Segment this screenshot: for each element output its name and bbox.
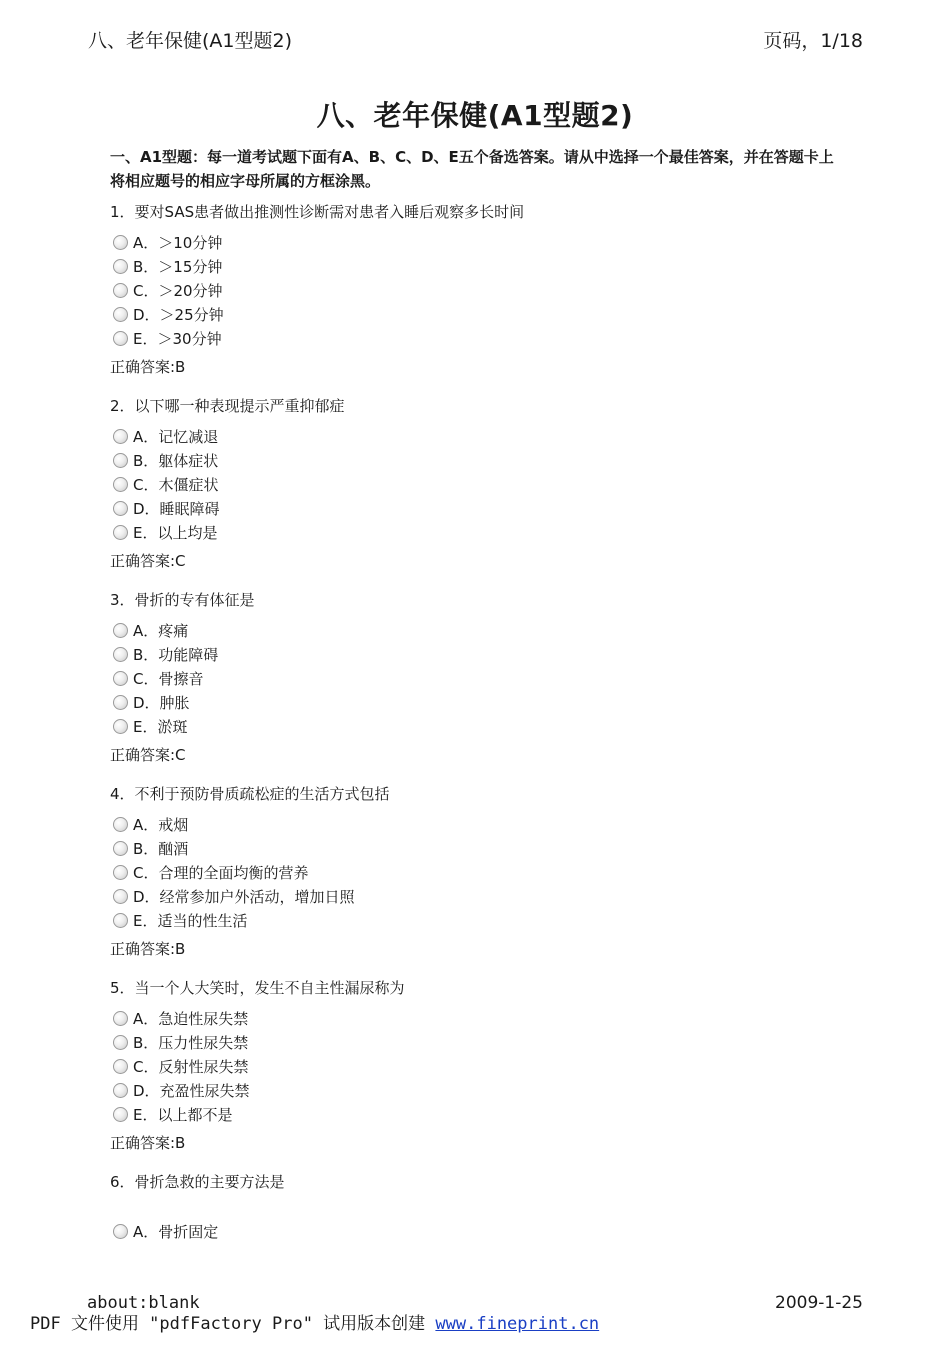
option-label: E．淤斑 xyxy=(133,717,188,736)
question-text: 4．不利于预防骨质疏松症的生活方式包括 xyxy=(110,785,390,803)
correct-answer: 正确答案:B xyxy=(110,1134,186,1152)
option-label: A．疼痛 xyxy=(133,621,189,640)
radio-icon[interactable] xyxy=(113,889,128,904)
option-d[interactable] xyxy=(113,302,850,326)
correct-answer: 正确答案:C xyxy=(110,552,186,570)
option-a[interactable] xyxy=(113,1219,850,1243)
question-4 xyxy=(110,782,850,961)
radio-icon[interactable] xyxy=(113,1224,128,1239)
option-label: B．压力性尿失禁 xyxy=(133,1033,249,1052)
option-e[interactable] xyxy=(113,908,850,932)
option-d[interactable] xyxy=(113,884,850,908)
option-e[interactable] xyxy=(113,326,850,350)
radio-icon[interactable] xyxy=(113,525,128,540)
instructions: 一、A1型题：每一道考试题下面有A、B、C、D、E五个备选答案。请从中选择一个最佳答案，并在答题卡上将相应题号的相应字母所属的方框涂黑。 xyxy=(110,148,834,190)
option-b[interactable] xyxy=(113,254,850,278)
option-label: B．酗酒 xyxy=(133,839,189,858)
option-label: C．木僵症状 xyxy=(133,475,219,494)
question-text: 3．骨折的专有体征是 xyxy=(110,591,255,609)
option-a[interactable] xyxy=(113,618,850,642)
option-label: D．睡眠障碍 xyxy=(133,499,220,518)
option-c[interactable] xyxy=(113,860,850,884)
option-a[interactable] xyxy=(113,424,850,448)
option-label: C．＞20分钟 xyxy=(133,281,223,300)
footer-date: 2009-1-25 xyxy=(775,1293,863,1313)
radio-icon[interactable] xyxy=(113,1059,128,1074)
option-c[interactable] xyxy=(113,278,850,302)
correct-answer: 正确答案:C xyxy=(110,746,186,764)
radio-icon[interactable] xyxy=(113,647,128,662)
option-b[interactable] xyxy=(113,836,850,860)
radio-icon[interactable] xyxy=(113,501,128,516)
radio-icon[interactable] xyxy=(113,1035,128,1050)
option-d[interactable] xyxy=(113,690,850,714)
running-header-title: 八、老年保健(A1型题2) xyxy=(88,30,292,52)
page-number: 页码，1/18 xyxy=(763,30,863,52)
option-label: B．功能障碍 xyxy=(133,645,219,664)
option-label: D．充盈性尿失禁 xyxy=(133,1081,250,1100)
option-label: B．躯体症状 xyxy=(133,451,219,470)
radio-icon[interactable] xyxy=(113,259,128,274)
page-title: 八、老年保健(A1型题2) xyxy=(316,99,634,132)
option-b[interactable] xyxy=(113,642,850,666)
radio-icon[interactable] xyxy=(113,671,128,686)
radio-icon[interactable] xyxy=(113,429,128,444)
option-label: A．戒烟 xyxy=(133,815,189,834)
option-label: E．适当的性生活 xyxy=(133,911,248,930)
radio-icon[interactable] xyxy=(113,913,128,928)
option-c[interactable] xyxy=(113,472,850,496)
question-text: 1．要对SAS患者做出推测性诊断需对患者入睡后观察多长时间 xyxy=(110,203,525,221)
radio-icon[interactable] xyxy=(113,477,128,492)
question-2 xyxy=(110,394,850,573)
option-label: A．＞10分钟 xyxy=(133,233,223,252)
radio-icon[interactable] xyxy=(113,235,128,250)
question-6 xyxy=(110,1170,850,1243)
option-e[interactable] xyxy=(113,1102,850,1126)
question-1 xyxy=(110,200,850,379)
radio-icon[interactable] xyxy=(113,1083,128,1098)
option-d[interactable] xyxy=(113,496,850,520)
radio-icon[interactable] xyxy=(113,283,128,298)
radio-icon[interactable] xyxy=(113,865,128,880)
option-a[interactable] xyxy=(113,812,850,836)
option-label: E．＞30分钟 xyxy=(133,329,222,348)
option-label: D．经常参加户外活动，增加日照 xyxy=(133,887,355,906)
radio-icon[interactable] xyxy=(113,453,128,468)
footer-url: about:blank xyxy=(87,1293,200,1313)
question-text: 6．骨折急救的主要方法是 xyxy=(110,1173,285,1191)
option-label: D．肿胀 xyxy=(133,693,190,712)
option-c[interactable] xyxy=(113,666,850,690)
option-label: C．骨擦音 xyxy=(133,669,204,688)
question-text: 5．当一个人大笑时，发生不自主性漏尿称为 xyxy=(110,979,405,997)
option-label: E．以上均是 xyxy=(133,523,218,542)
option-label: D．＞25分钟 xyxy=(133,305,224,324)
radio-icon[interactable] xyxy=(113,695,128,710)
radio-icon[interactable] xyxy=(113,331,128,346)
option-a[interactable] xyxy=(113,1006,850,1030)
question-text: 2．以下哪一种表现提示严重抑郁症 xyxy=(110,397,345,415)
option-label: A．骨折固定 xyxy=(133,1222,219,1241)
option-c[interactable] xyxy=(113,1054,850,1078)
question-3 xyxy=(110,588,850,767)
option-b[interactable] xyxy=(113,448,850,472)
pdf-watermark xyxy=(30,1309,599,1334)
option-a[interactable] xyxy=(113,230,850,254)
option-e[interactable] xyxy=(113,714,850,738)
option-b[interactable] xyxy=(113,1030,850,1054)
option-label: A．急迫性尿失禁 xyxy=(133,1009,249,1028)
option-label: B．＞15分钟 xyxy=(133,257,223,276)
watermark-text: PDF 文件使用 "pdfFactory Pro" 试用版本创建 xyxy=(30,1314,436,1334)
option-e[interactable] xyxy=(113,520,850,544)
radio-icon[interactable] xyxy=(113,719,128,734)
question-5 xyxy=(110,976,850,1155)
correct-answer: 正确答案:B xyxy=(110,358,186,376)
radio-icon[interactable] xyxy=(113,623,128,638)
option-d[interactable] xyxy=(113,1078,850,1102)
option-label: C．反射性尿失禁 xyxy=(133,1057,249,1076)
watermark-link[interactable]: www.fineprint.cn xyxy=(435,1314,600,1334)
radio-icon[interactable] xyxy=(113,1011,128,1026)
option-label: E．以上都不是 xyxy=(133,1105,233,1124)
option-label: A．记忆减退 xyxy=(133,427,219,446)
correct-answer: 正确答案:B xyxy=(110,940,186,958)
radio-icon[interactable] xyxy=(113,307,128,322)
radio-icon[interactable] xyxy=(113,1107,128,1122)
radio-icon[interactable] xyxy=(113,817,128,832)
option-label: C．合理的全面均衡的营养 xyxy=(133,863,309,882)
radio-icon[interactable] xyxy=(113,841,128,856)
